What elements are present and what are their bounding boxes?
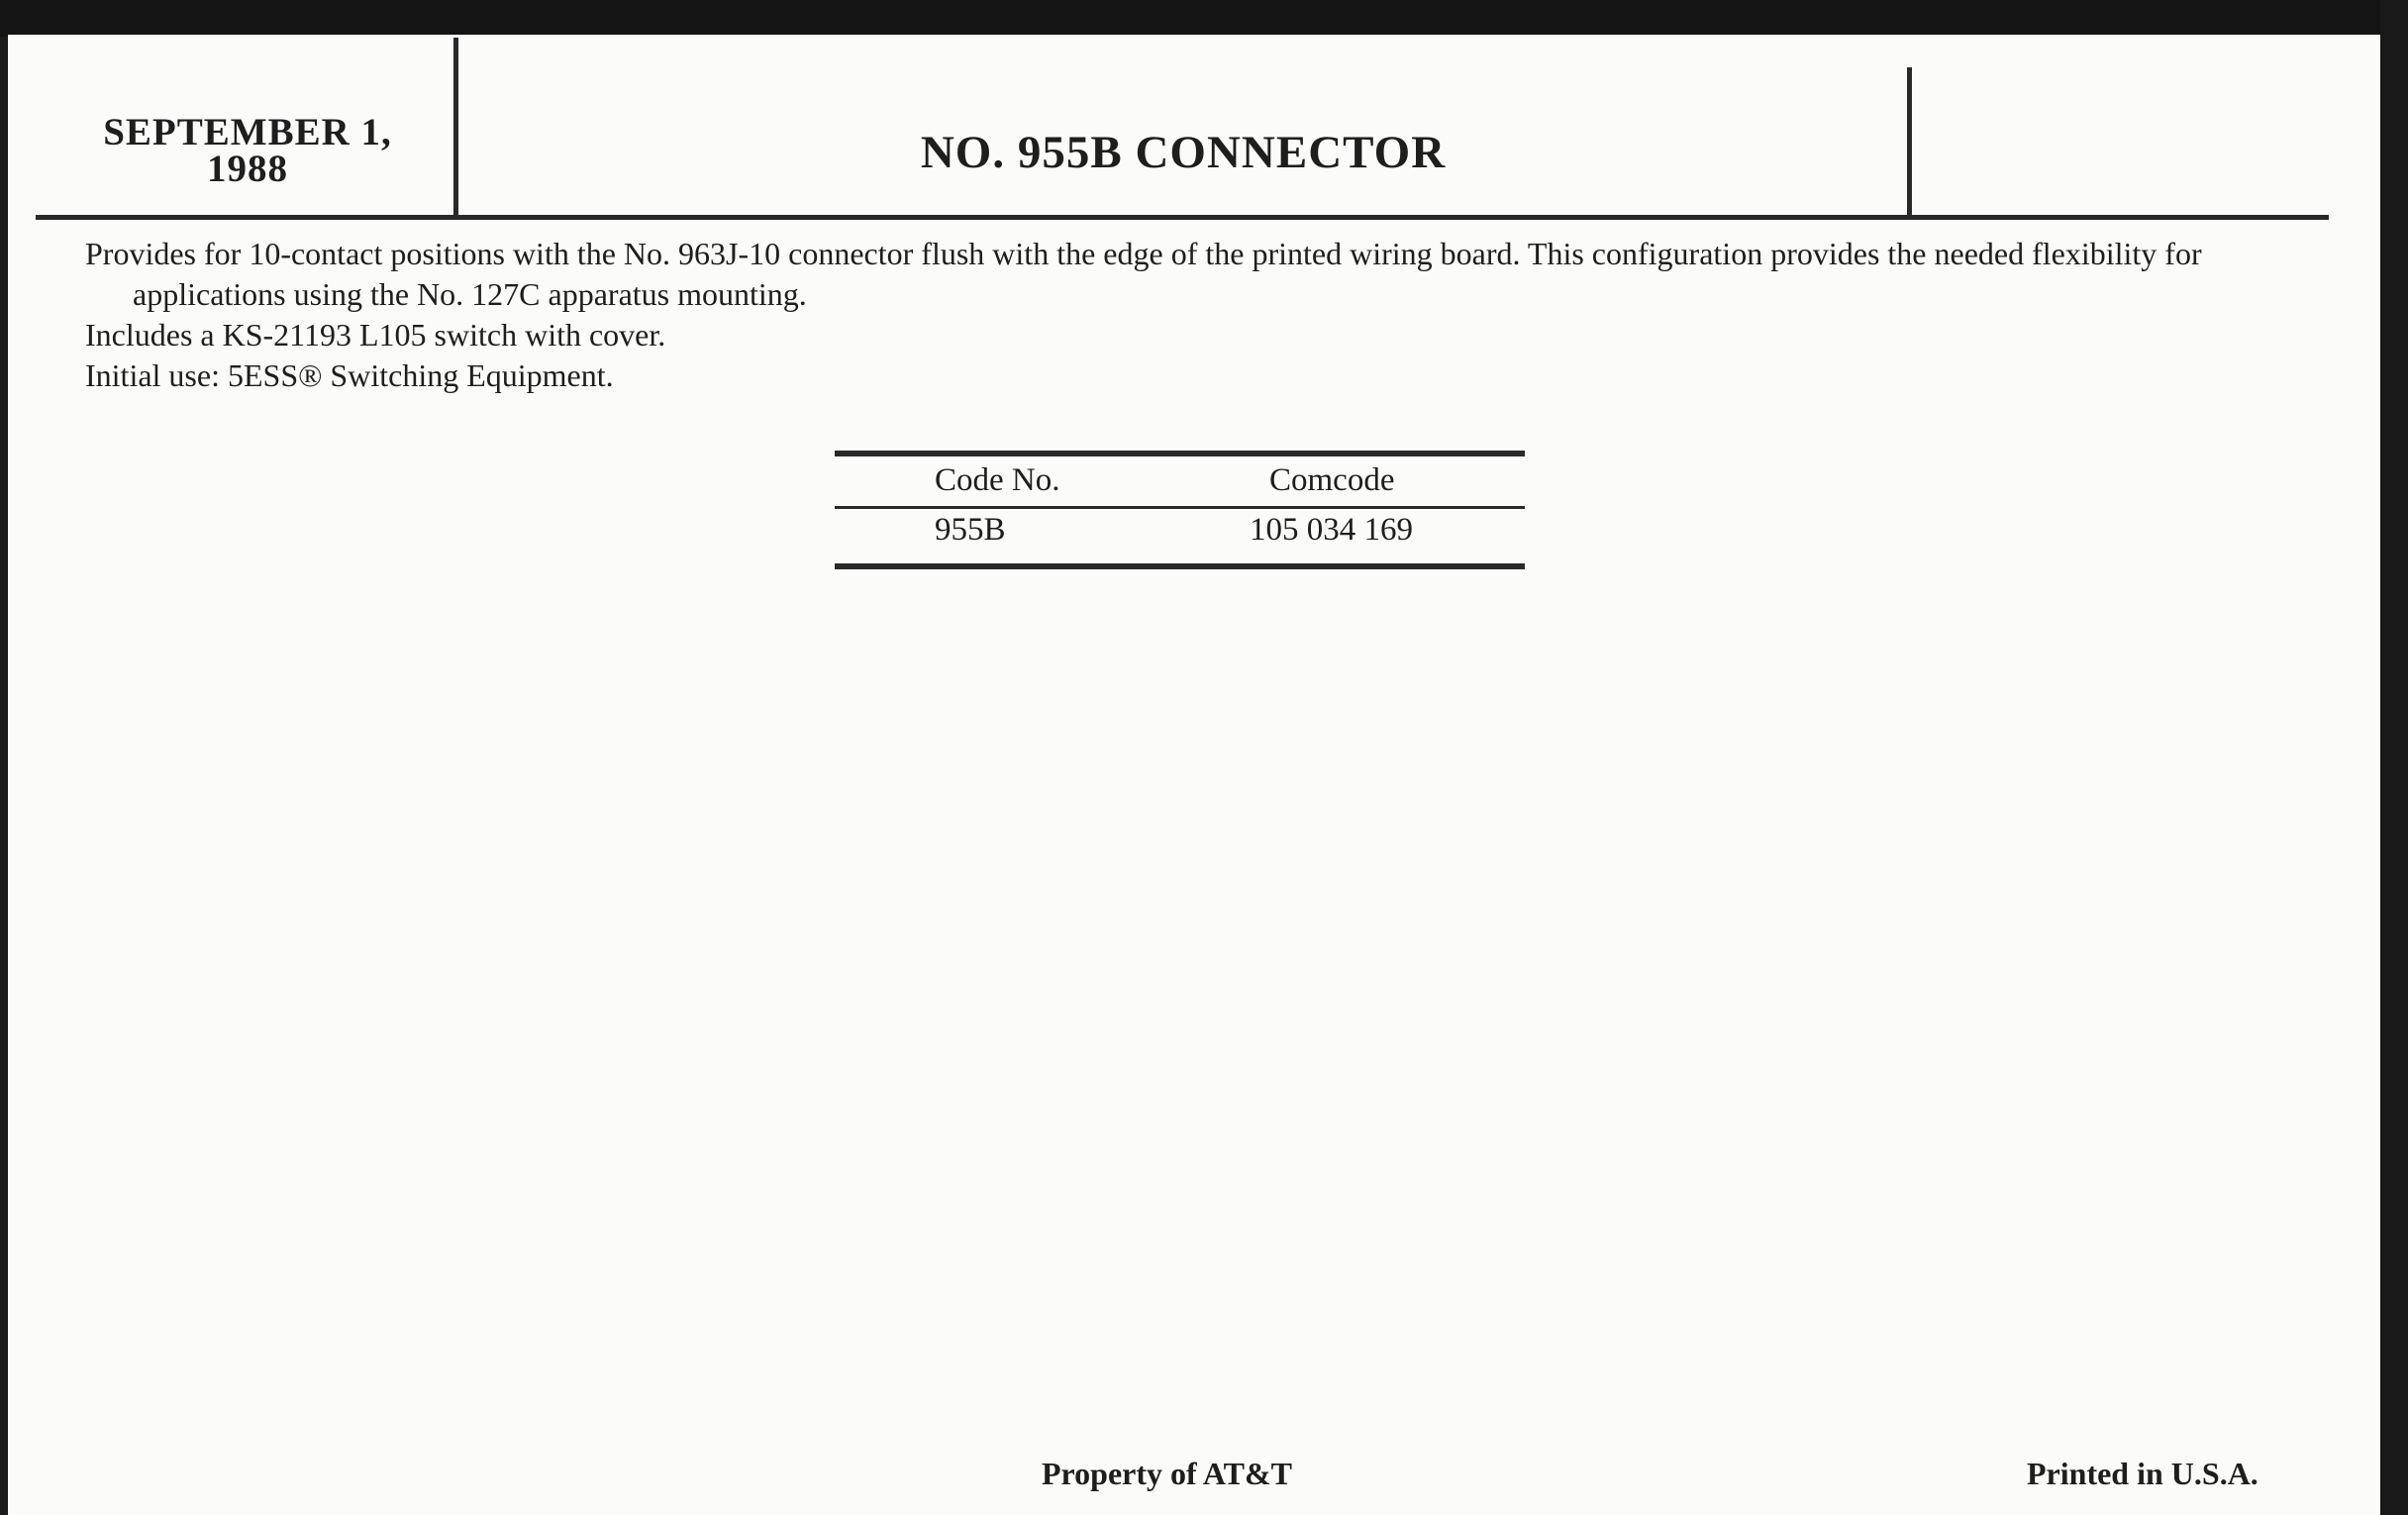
table-bottom-rule (835, 563, 1525, 569)
issue-date-line1: SEPTEMBER 1, (103, 111, 392, 153)
table-header-rule (835, 506, 1525, 509)
scan-right-border (2380, 0, 2408, 1515)
issue-date-line2: 1988 (207, 148, 288, 190)
table-header-code-no: Code No. (935, 462, 1060, 498)
description-paragraph: Initial use: 5ESS® Switching Equipment. (85, 357, 614, 393)
table-top-rule (835, 451, 1525, 456)
description-paragraph: Includes a KS-21193 L105 switch with cover. (85, 317, 666, 353)
scan-top-border (0, 0, 2408, 37)
table-header-comcode: Comcode (1269, 462, 1395, 498)
header-bottom-rule (36, 215, 2329, 220)
description-paragraph: Provides for 10-contact positions with the No. 963J-10 connector flush with the edge of the printed wiring board. This configuration provides the needed flexibility for applications using the No. 127C apparatus mounting. (85, 236, 2202, 312)
issue-date (40, 111, 455, 190)
table-cell-comcode: 105 034 169 (1250, 512, 1413, 548)
table-cell-code-no: 955B (935, 512, 1006, 548)
property-notice: Property of AT&T (1042, 1456, 1292, 1491)
printed-notice: Printed in U.S.A. (2027, 1456, 2258, 1491)
description (85, 234, 2362, 396)
page-title: NO. 955B CONNECTOR (920, 127, 1447, 178)
